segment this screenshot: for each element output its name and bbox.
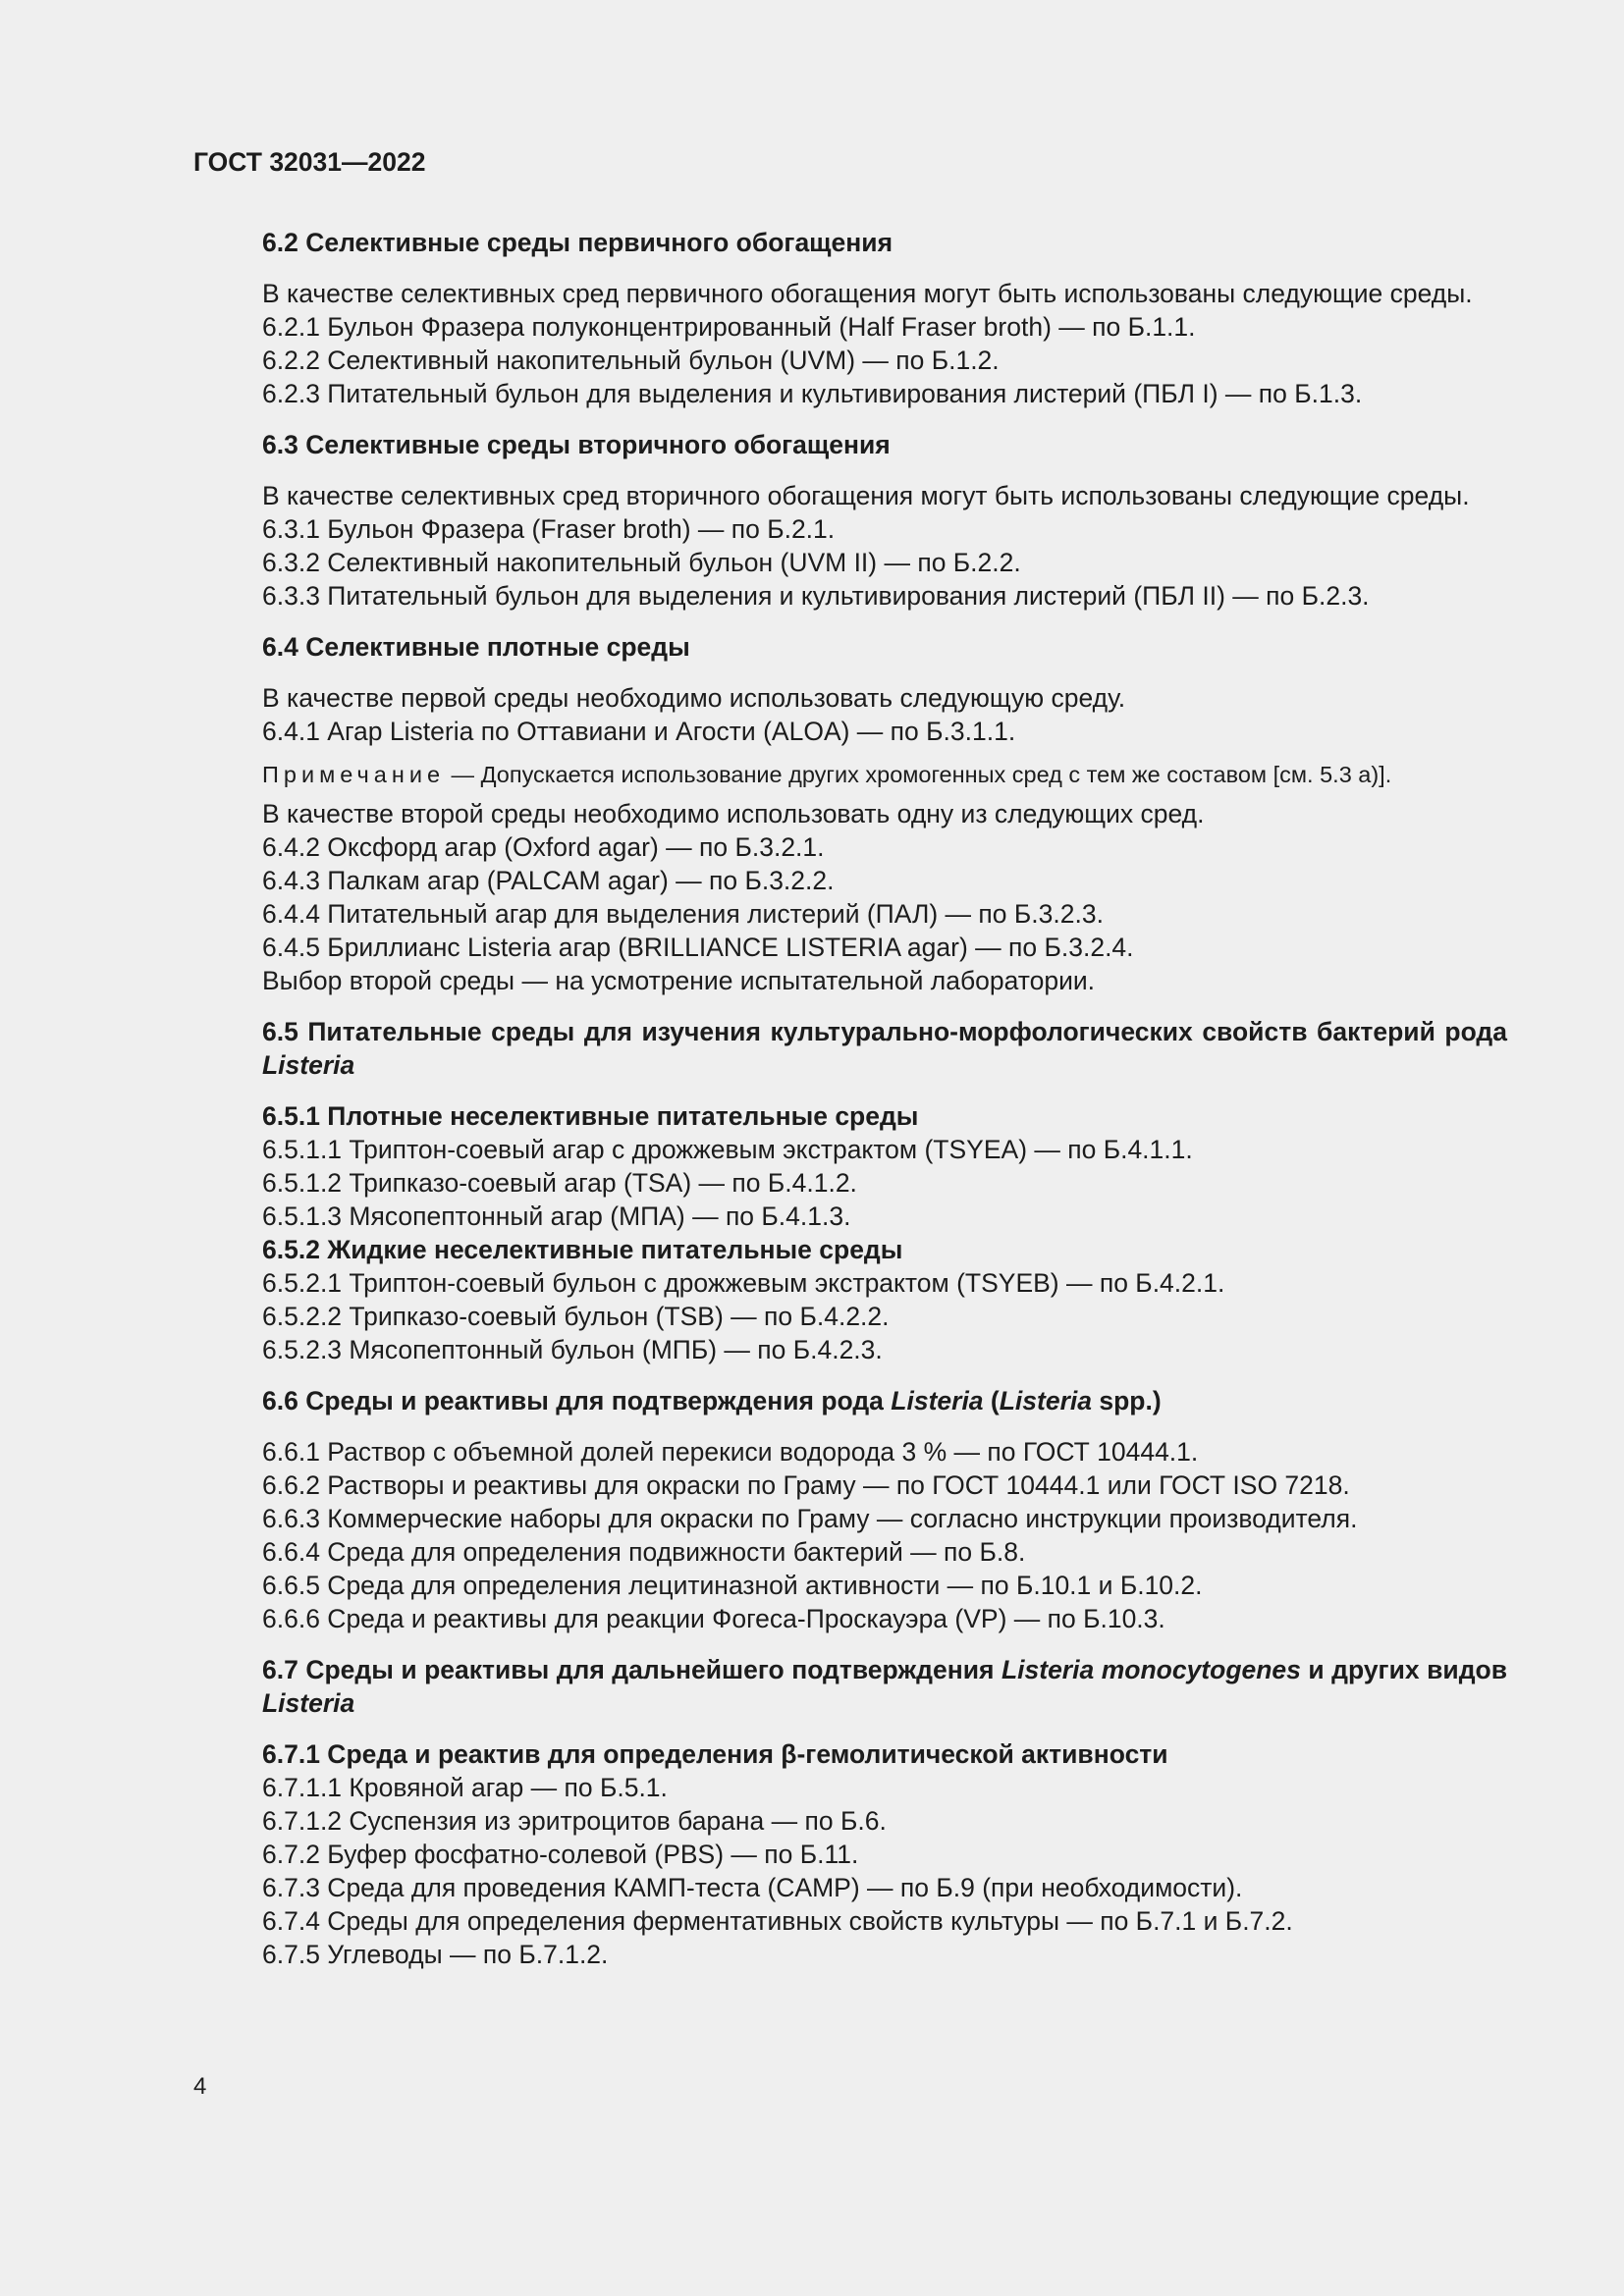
list-item: 6.4.3 Палкам агар (PALCAM agar) — по Б.3.2.2. bbox=[262, 866, 835, 895]
section-6-2-intro: В качестве селективных сред первичного обогащения могут быть использованы следующие среды. bbox=[262, 279, 1473, 308]
list-item: 6.6.2 Растворы и реактивы для окраски по Граму — по ГОСТ 10444.1 или ГОСТ ISO 7218. bbox=[262, 1470, 1350, 1500]
list-item: 6.7.4 Среды для определения ферментативных свойств культуры — по Б.7.1 и Б.7.2. bbox=[262, 1906, 1293, 1936]
section-6-4-intro2: В качестве второй среды необходимо использовать одну из следующих сред. bbox=[262, 799, 1205, 828]
list-item: 6.2.1 Бульон Фразера полуконцентрированный (Half Fraser broth) — по Б.1.1. bbox=[262, 312, 1196, 342]
section-6-7-1-heading: 6.7.1 Среда и реактив для определения β-гемолитической активности bbox=[262, 1739, 1168, 1769]
section-6-4-intro1: В качестве первой среды необходимо использовать следующую среду. bbox=[262, 683, 1126, 713]
section-6-4-heading: 6.4 Селективные плотные среды bbox=[262, 632, 690, 662]
note-label: Примечание bbox=[262, 762, 446, 787]
note-text: — Допускается использование других хромогенных сред с тем же составом [см. 5.3 а)]. bbox=[445, 762, 1392, 787]
section-6-2-heading: 6.2 Селективные среды первичного обогащения bbox=[262, 228, 893, 257]
list-item: 6.4.4 Питательный агар для выделения листерий (ПАЛ) — по Б.3.2.3. bbox=[262, 899, 1104, 929]
standard-header: ГОСТ 32031—2022 bbox=[193, 147, 426, 177]
list-item: 6.7.1.1 Кровяной агар — по Б.5.1. bbox=[262, 1773, 668, 1802]
section-6-3-intro: В качестве селективных сред вторичного обогащения могут быть использованы следующие среды. bbox=[262, 481, 1470, 510]
list-item: 6.7.1.2 Суспензия из эритроцитов барана — по Б.6. bbox=[262, 1806, 887, 1836]
page-content bbox=[193, 226, 1507, 1971]
list-item: 6.5.1.1 Триптон-соевый агар с дрожжевым экстрактом (TSYEA) — по Б.4.1.1. bbox=[262, 1135, 1193, 1164]
list-item: 6.7.3 Среда для проведения КАМП-теста (CAMP) — по Б.9 (при необходимости). bbox=[262, 1873, 1243, 1902]
heading-text: ( bbox=[983, 1386, 1000, 1415]
heading-text: 6.5 Питательные среды для изучения культурально-морфологических свойств бактерий рода bbox=[262, 1017, 1507, 1046]
heading-italic: Listeria bbox=[999, 1386, 1092, 1415]
section-6-5-heading bbox=[193, 1015, 1507, 1082]
list-item: 6.4.5 Бриллианс Listeria агар (BRILLIANCE LISTERIA agar) — по Б.3.2.4. bbox=[262, 933, 1134, 962]
list-item: 6.3.2 Селективный накопительный бульон (UVM II) — по Б.2.2. bbox=[262, 548, 1021, 577]
list-item: 6.4.2 Оксфорд агар (Oxford agar) — по Б.3.2.1. bbox=[262, 832, 825, 862]
heading-text: и других видов bbox=[1300, 1655, 1507, 1684]
section-6-4-choice: Выбор второй среды — на усмотрение испытательной лаборатории. bbox=[262, 966, 1096, 995]
list-item: 6.4.1 Агар Listeria по Оттавиани и Агости (ALOA) — по Б.3.1.1. bbox=[262, 717, 1016, 746]
note bbox=[193, 758, 1507, 791]
section-6-5-1-heading: 6.5.1 Плотные неселективные питательные среды bbox=[262, 1101, 919, 1131]
list-item: 6.5.2.1 Триптон-соевый бульон с дрожжевым экстрактом (TSYEB) — по Б.4.2.1. bbox=[262, 1268, 1225, 1298]
list-item: 6.2.3 Питательный бульон для выделения и культивирования листерий (ПБЛ I) — по Б.1.3. bbox=[262, 379, 1363, 408]
list-item: 6.2.2 Селективный накопительный бульон (UVM) — по Б.1.2. bbox=[262, 346, 1000, 375]
list-item: 6.5.1.2 Трипказо-соевый агар (TSA) — по Б.4.1.2. bbox=[262, 1168, 857, 1198]
heading-text: 6.6 Среды и реактивы для подтверждения рода bbox=[262, 1386, 892, 1415]
list-item: 6.7.2 Буфер фосфатно-солевой (PBS) — по Б.11. bbox=[262, 1840, 859, 1869]
section-6-7-heading bbox=[193, 1653, 1507, 1720]
heading-text: spp.) bbox=[1092, 1386, 1162, 1415]
page-number: 4 bbox=[193, 2073, 207, 2100]
list-item: 6.5.2.2 Трипказо-соевый бульон (TSB) — по Б.4.2.2. bbox=[262, 1302, 890, 1331]
list-item: 6.7.5 Углеводы — по Б.7.1.2. bbox=[262, 1940, 609, 1969]
list-item: 6.6.5 Среда для определения лецитиназной активности — по Б.10.1 и Б.10.2. bbox=[262, 1571, 1203, 1600]
list-item: 6.6.6 Среда и реактивы для реакции Фогеса-Проскауэра (VP) — по Б.10.3. bbox=[262, 1604, 1165, 1633]
list-item: 6.6.3 Коммерческие наборы для окраски по Граму — согласно инструкции производителя. bbox=[262, 1504, 1358, 1533]
heading-italic: Listeria bbox=[262, 1050, 355, 1080]
section-6-6-heading bbox=[193, 1384, 1507, 1417]
list-item: 6.3.1 Бульон Фразера (Fraser broth) — по Б.2.1. bbox=[262, 514, 836, 544]
heading-italic: Listeria bbox=[262, 1688, 355, 1718]
list-item: 6.5.1.3 Мясопептонный агар (МПА) — по Б.4.1.3. bbox=[262, 1201, 851, 1231]
list-item: 6.6.4 Среда для определения подвижности бактерий — по Б.8. bbox=[262, 1537, 1026, 1567]
list-item: 6.5.2.3 Мясопептонный бульон (МПБ) — по Б.4.2.3. bbox=[262, 1335, 883, 1364]
heading-italic: Listeria bbox=[891, 1386, 984, 1415]
list-item: 6.6.1 Раствор с объемной долей перекиси водорода 3 % — по ГОСТ 10444.1. bbox=[262, 1437, 1199, 1467]
heading-text: 6.7 Среды и реактивы для дальнейшего подтверждения bbox=[262, 1655, 1001, 1684]
list-item: 6.3.3 Питательный бульон для выделения и культивирования листерий (ПБЛ II) — по Б.2.3. bbox=[262, 581, 1370, 611]
section-6-5-2-heading: 6.5.2 Жидкие неселективные питательные среды bbox=[262, 1235, 903, 1264]
section-6-3-heading: 6.3 Селективные среды вторичного обогащения bbox=[262, 430, 891, 459]
heading-italic: Listeria monocytogenes bbox=[1001, 1655, 1301, 1684]
